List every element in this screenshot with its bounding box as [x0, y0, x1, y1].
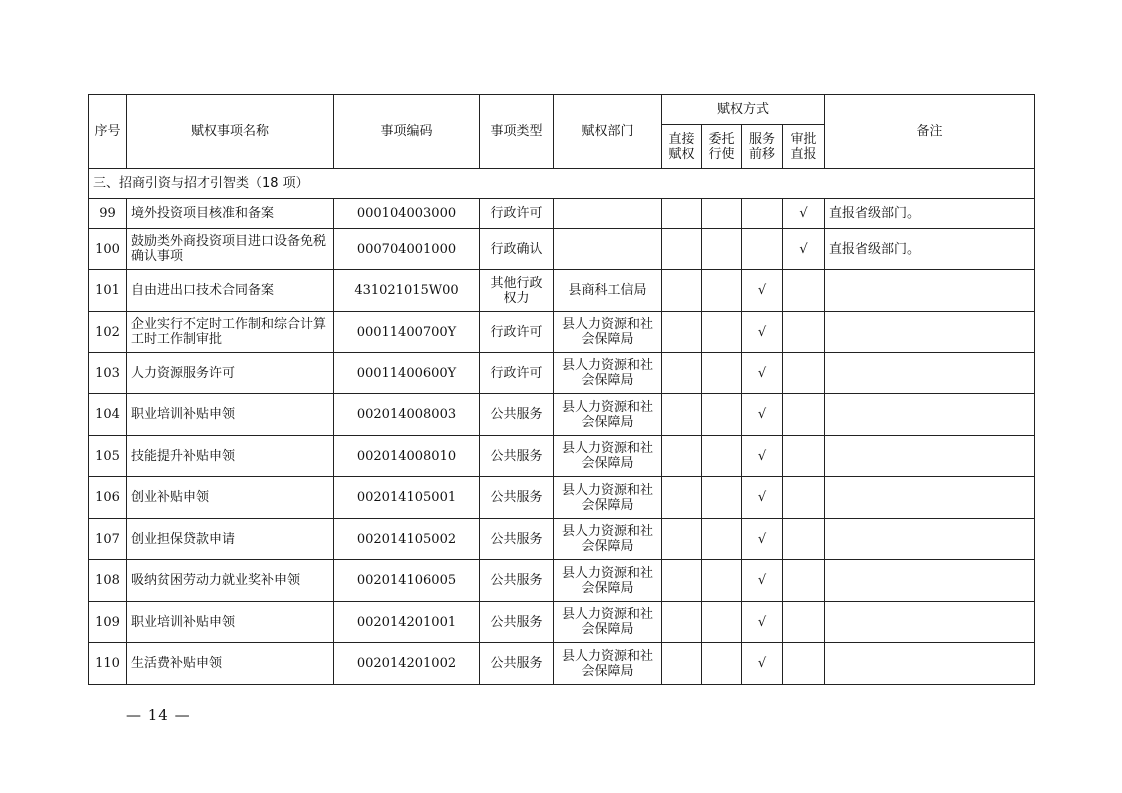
cell-service: √	[742, 436, 783, 477]
cell-entrust	[702, 270, 742, 312]
cell-dept: 县人力资源和社会保障局	[554, 353, 662, 394]
header-method-entrust	[702, 125, 742, 169]
cell-entrust	[702, 477, 742, 519]
cell-dept: 县人力资源和社会保障局	[554, 477, 662, 519]
cell-direct	[662, 229, 702, 270]
cell-name: 企业实行不定时工作制和综合计算工时工作制审批	[127, 312, 334, 353]
cell-name: 吸纳贫困劳动力就业奖补申领	[127, 560, 334, 602]
table-row	[89, 477, 1035, 519]
cell-code: 00011400700Y	[334, 312, 480, 353]
cell-note: 直报省级部门。	[825, 199, 1035, 229]
cell-type: 行政许可	[480, 312, 554, 353]
cell-name: 生活费补贴申领	[127, 643, 334, 685]
cell-approval	[783, 270, 825, 312]
header-method-service-l1: 服务	[748, 131, 775, 147]
cell-code: 000104003000	[334, 199, 480, 229]
cell-dept: 县人力资源和社会保障局	[554, 394, 662, 436]
header-method-direct	[662, 125, 702, 169]
cell-approval	[783, 560, 825, 602]
cell-direct	[662, 312, 702, 353]
table-row	[89, 312, 1035, 353]
cell-service: √	[742, 394, 783, 436]
cell-code: 002014106005	[334, 560, 480, 602]
cell-type: 公共服务	[480, 643, 554, 685]
cell-service: √	[742, 519, 783, 560]
cell-direct	[662, 199, 702, 229]
cell-entrust	[702, 199, 742, 229]
cell-type: 行政许可	[480, 199, 554, 229]
cell-seq: 99	[89, 199, 127, 229]
cell-seq: 100	[89, 229, 127, 270]
header-method-approval-l1: 审批	[790, 131, 817, 147]
cell-dept: 县人力资源和社会保障局	[554, 519, 662, 560]
cell-name: 境外投资项目核准和备案	[127, 199, 334, 229]
table-row	[89, 519, 1035, 560]
cell-entrust	[702, 602, 742, 643]
cell-seq: 109	[89, 602, 127, 643]
empowerment-table	[88, 94, 1035, 685]
page-number: — 14 —	[126, 706, 191, 724]
table-row	[89, 602, 1035, 643]
cell-dept: 县人力资源和社会保障局	[554, 436, 662, 477]
cell-service: √	[742, 602, 783, 643]
cell-code: 431021015W00	[334, 270, 480, 312]
cell-service: √	[742, 312, 783, 353]
cell-dept: 县人力资源和社会保障局	[554, 560, 662, 602]
cell-seq: 110	[89, 643, 127, 685]
cell-service: √	[742, 560, 783, 602]
cell-type: 公共服务	[480, 436, 554, 477]
cell-name: 创业补贴申领	[127, 477, 334, 519]
cell-approval	[783, 602, 825, 643]
cell-type: 行政许可	[480, 353, 554, 394]
header-method-direct-l2: 赋权	[668, 146, 695, 162]
cell-note	[825, 519, 1035, 560]
cell-entrust	[702, 353, 742, 394]
cell-code: 002014201002	[334, 643, 480, 685]
cell-approval	[783, 477, 825, 519]
cell-service: √	[742, 643, 783, 685]
cell-code: 002014008010	[334, 436, 480, 477]
cell-service: √	[742, 270, 783, 312]
cell-approval: √	[783, 229, 825, 270]
cell-code: 002014008003	[334, 394, 480, 436]
cell-note	[825, 477, 1035, 519]
cell-entrust	[702, 519, 742, 560]
cell-code: 002014201001	[334, 602, 480, 643]
cell-approval	[783, 436, 825, 477]
table-container	[88, 94, 1035, 685]
cell-note: 直报省级部门。	[825, 229, 1035, 270]
cell-entrust	[702, 312, 742, 353]
header-method-group: 赋权方式	[662, 95, 825, 125]
cell-code: 002014105001	[334, 477, 480, 519]
cell-direct	[662, 270, 702, 312]
cell-note	[825, 436, 1035, 477]
cell-type: 公共服务	[480, 560, 554, 602]
header-method-direct-l1: 直接	[668, 131, 695, 147]
cell-note	[825, 312, 1035, 353]
cell-direct	[662, 643, 702, 685]
cell-type: 公共服务	[480, 519, 554, 560]
cell-seq: 103	[89, 353, 127, 394]
cell-dept	[554, 199, 662, 229]
header-seq: 序号	[89, 95, 127, 169]
cell-dept: 县人力资源和社会保障局	[554, 312, 662, 353]
cell-note	[825, 560, 1035, 602]
cell-name: 职业培训补贴申领	[127, 602, 334, 643]
cell-entrust	[702, 229, 742, 270]
header-method-entrust-l2: 行使	[708, 146, 735, 162]
cell-note	[825, 602, 1035, 643]
section-title: 三、招商引资与招才引智类（18 项）	[89, 169, 1035, 199]
cell-name: 人力资源服务许可	[127, 353, 334, 394]
cell-note	[825, 353, 1035, 394]
cell-code: 00011400600Y	[334, 353, 480, 394]
cell-dept: 县商科工信局	[554, 270, 662, 312]
table-row	[89, 229, 1035, 270]
cell-seq: 104	[89, 394, 127, 436]
section-row	[89, 169, 1035, 199]
cell-type: 公共服务	[480, 602, 554, 643]
table-row	[89, 560, 1035, 602]
cell-direct	[662, 602, 702, 643]
cell-entrust	[702, 560, 742, 602]
cell-name: 职业培训补贴申领	[127, 394, 334, 436]
header-method-approval-l2: 直报	[790, 146, 817, 162]
cell-seq: 102	[89, 312, 127, 353]
cell-approval	[783, 519, 825, 560]
cell-code: 002014105002	[334, 519, 480, 560]
cell-seq: 108	[89, 560, 127, 602]
cell-direct	[662, 394, 702, 436]
cell-seq: 101	[89, 270, 127, 312]
cell-approval	[783, 643, 825, 685]
cell-name: 创业担保贷款申请	[127, 519, 334, 560]
header-method-entrust-l1: 委托	[708, 131, 735, 147]
cell-name: 自由进出口技术合同备案	[127, 270, 334, 312]
header-method-service-l2: 前移	[748, 146, 775, 162]
cell-name: 鼓励类外商投资项目进口设备免税确认事项	[127, 229, 334, 270]
cell-direct	[662, 477, 702, 519]
cell-code: 000704001000	[334, 229, 480, 270]
cell-service	[742, 229, 783, 270]
table-row	[89, 394, 1035, 436]
table-row	[89, 643, 1035, 685]
cell-seq: 105	[89, 436, 127, 477]
header-method-service	[742, 125, 783, 169]
cell-name: 技能提升补贴申领	[127, 436, 334, 477]
cell-note	[825, 394, 1035, 436]
table-row	[89, 270, 1035, 312]
cell-dept: 县人力资源和社会保障局	[554, 602, 662, 643]
cell-type: 行政确认	[480, 229, 554, 270]
cell-type: 其他行政权力	[480, 270, 554, 312]
cell-approval	[783, 312, 825, 353]
header-note: 备注	[825, 95, 1035, 169]
cell-type: 公共服务	[480, 477, 554, 519]
cell-approval	[783, 394, 825, 436]
cell-approval: √	[783, 199, 825, 229]
cell-dept: 县人力资源和社会保障局	[554, 643, 662, 685]
table-row	[89, 436, 1035, 477]
cell-direct	[662, 353, 702, 394]
cell-dept	[554, 229, 662, 270]
cell-direct	[662, 436, 702, 477]
cell-service: √	[742, 477, 783, 519]
cell-seq: 106	[89, 477, 127, 519]
header-dept: 赋权部门	[554, 95, 662, 169]
cell-entrust	[702, 394, 742, 436]
cell-entrust	[702, 643, 742, 685]
header-method-approval	[783, 125, 825, 169]
cell-approval	[783, 353, 825, 394]
table-row	[89, 199, 1035, 229]
header-code: 事项编码	[334, 95, 480, 169]
table-row	[89, 353, 1035, 394]
header-type: 事项类型	[480, 95, 554, 169]
cell-note	[825, 270, 1035, 312]
cell-service	[742, 199, 783, 229]
cell-type: 公共服务	[480, 394, 554, 436]
cell-direct	[662, 560, 702, 602]
header-name: 赋权事项名称	[127, 95, 334, 169]
cell-service: √	[742, 353, 783, 394]
cell-note	[825, 643, 1035, 685]
cell-entrust	[702, 436, 742, 477]
cell-seq: 107	[89, 519, 127, 560]
cell-direct	[662, 519, 702, 560]
header-row	[89, 95, 1035, 125]
